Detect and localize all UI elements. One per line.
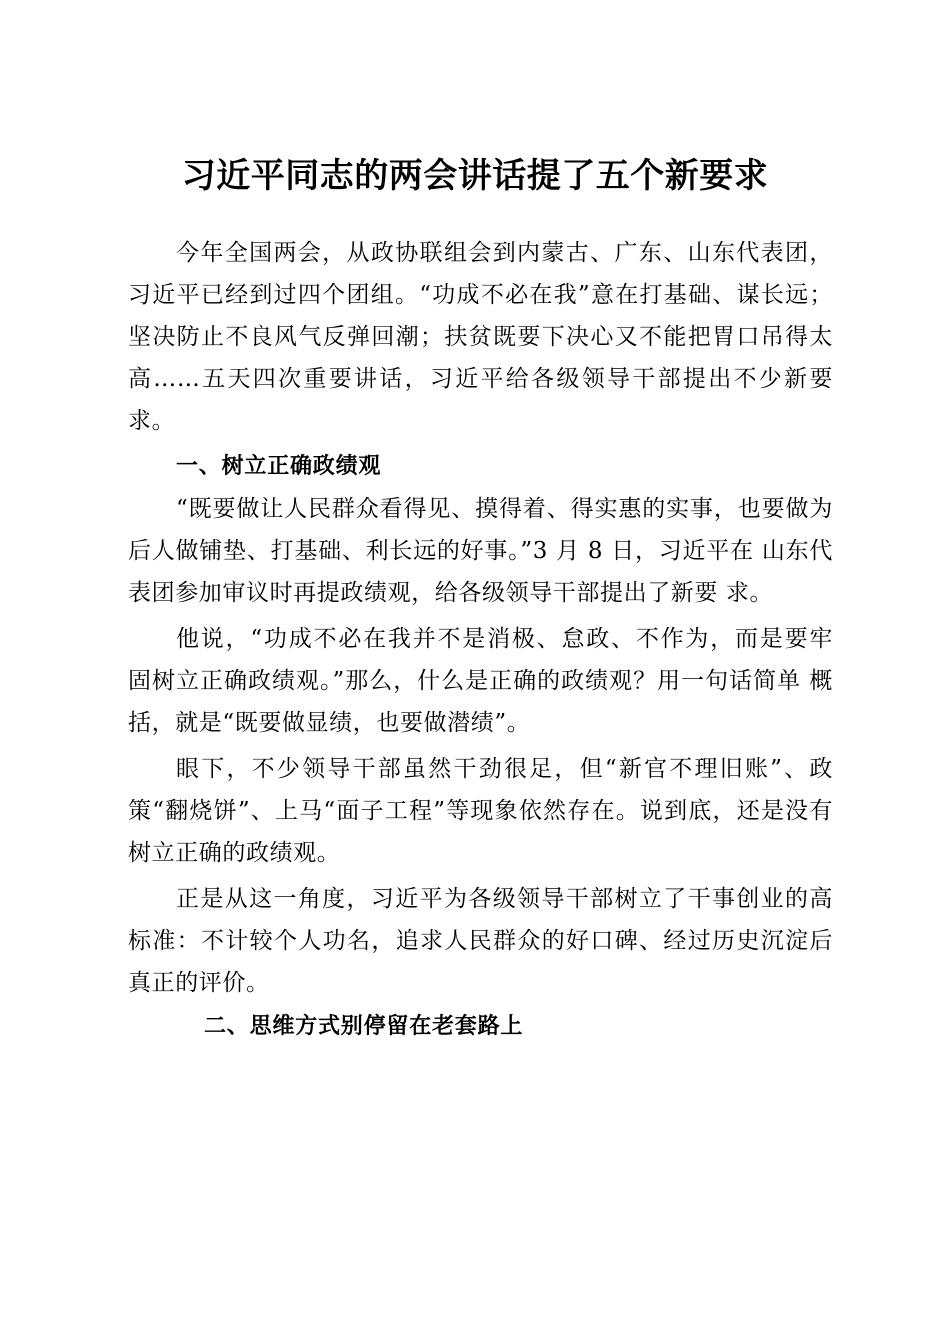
body-paragraph: 正是从这一角度，习近平为各级领导干部树立了干事创业的高标准：不计较个人功名，追求人民群众的好口碑、经过历史沉淀后真正的评价。 — [128, 886, 833, 996]
document-body — [128, 232, 833, 1048]
body-paragraph: 眼下，不少领导干部虽然干劲很足，但“新官不理旧账”、政策“翻烧饼”、上马“面子工程”等现象依然存在。说到底，还是没有树立正确的政绩观。 — [128, 756, 833, 866]
document-title: 习近平同志的两会讲话提了五个新要求 — [181, 156, 769, 196]
body-paragraph: 他说，“功成不必在我并不是消极、怠政、不作为，而是要牢 固树立正确政绩观。”那么，什么是正确的政绩观？用一句话简单 概括，就是“既要做显绩，也要做潜绩”。 — [128, 626, 833, 736]
intro-paragraph: 今年全国两会，从政协联组会到内蒙古、广东、山东代表团，习近平已经到过四个团组。“功成不必在我”意在打基础、谋长远；坚决防止不良风气反弹回潮；扶贫既要下决心又不能把胃口吊得太高……五天四次重要讲话，习近平给各级领导干部提出不少新要求。 — [128, 240, 833, 434]
section-heading-2: 二、思维方式别停留在老套路上 — [204, 1014, 524, 1039]
body-paragraph: “既要做让人民群众看得见、摸得着、得实惠的实事，也要做为后人做铺垫、打基础、利长远的好事。”3 月 8 日，习近平在 山东代表团参加审议时再提政绩观，给各级领导干部提出了新要 求。 — [128, 496, 833, 606]
section-heading-1: 一、树立正确政绩观 — [176, 454, 382, 479]
